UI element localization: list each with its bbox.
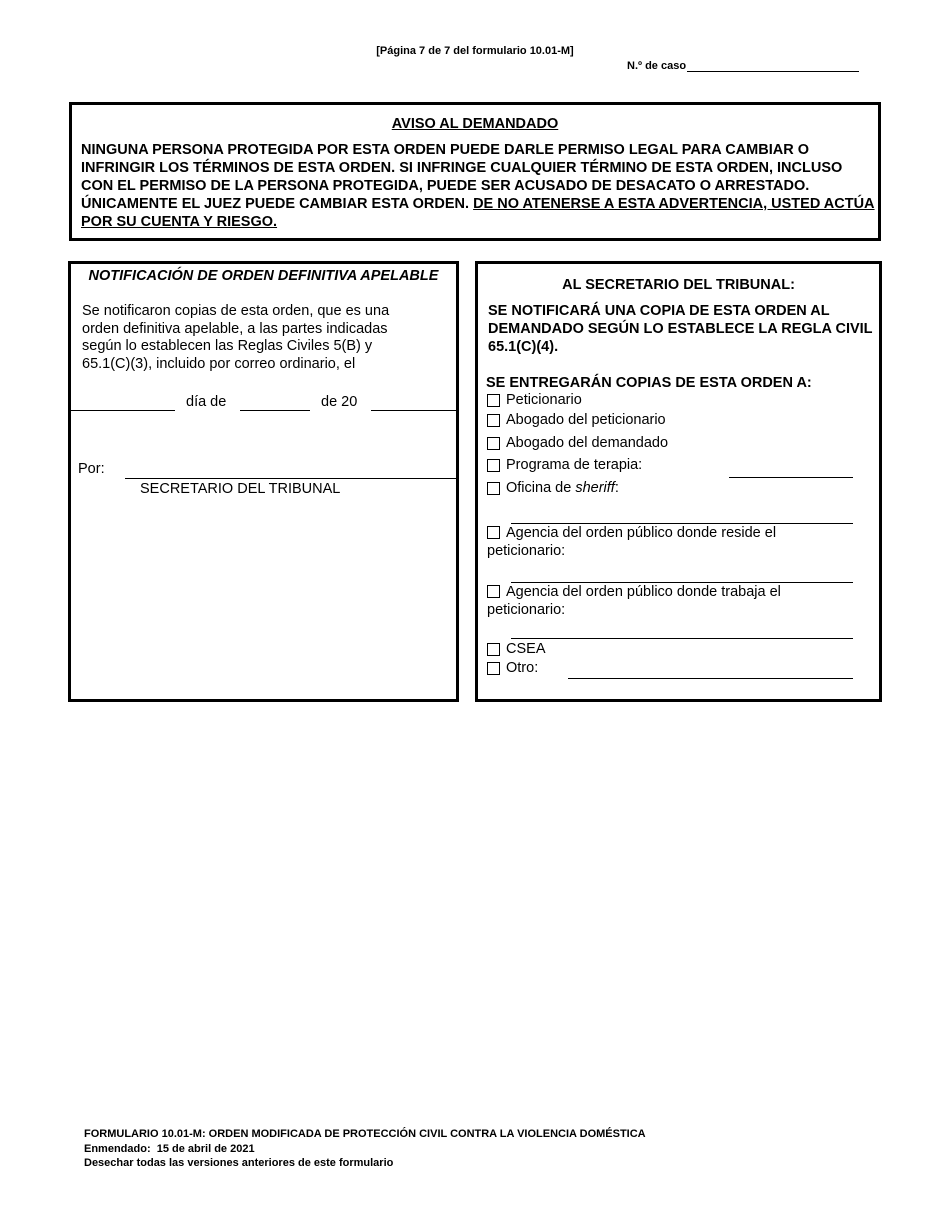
option-sheriff bbox=[487, 480, 619, 496]
option-therapy-program bbox=[487, 457, 642, 473]
other-line[interactable] bbox=[568, 678, 853, 679]
option-police-residence bbox=[487, 524, 847, 560]
petitioner-checkbox[interactable] bbox=[487, 394, 500, 407]
option-petitioner-attorney bbox=[487, 412, 666, 428]
clerk-label: SECRETARIO DEL TRIBUNAL bbox=[140, 481, 341, 497]
police-residence-checkbox[interactable] bbox=[487, 526, 500, 539]
petitioner-attorney-label: Abogado del peticionario bbox=[506, 412, 666, 428]
clerk-instruction: SE NOTIFICARÁ UNA COPIA DE ESTA ORDEN AL DEMANDADO SEGÚN LO ESTABLECE LA REGLA CIVIL 65.1(C)(4). bbox=[488, 303, 873, 355]
service-notice-box bbox=[68, 261, 459, 702]
footer-form-title: FORMULARIO 10.01-M: ORDEN MODIFICADA DE PROTECCIÓN CIVIL CONTRA LA VIOLENCIA DOMÉSTICA bbox=[84, 1128, 646, 1140]
option-other bbox=[487, 660, 538, 676]
page-number-label: [Página 7 de 7 del formulario 10.01-M] bbox=[376, 45, 574, 57]
police-residence-label: Agencia del orden público donde reside el peticionario: bbox=[487, 525, 777, 559]
sheriff-label: Oficina de sheriff: bbox=[506, 480, 619, 496]
notice-warning: DE NO ATENERSE A ESTA ADVERTENCIA, USTED ACTÚA POR SU CUENTA Y RIESGO. bbox=[81, 196, 875, 230]
therapy-program-label: Programa de terapia: bbox=[506, 457, 643, 473]
notice-to-respondent-box bbox=[69, 102, 881, 241]
police-work-line[interactable] bbox=[511, 638, 853, 639]
petitioner-attorney-checkbox[interactable] bbox=[487, 414, 500, 427]
service-notice-text: Se notificaron copias de esta orden, que es una orden definitiva apelable, a las partes indicadas según lo establecen las Reglas Civiles 5(B) y 65.1(C)(3), incluido por correo ordinario, el bbox=[82, 303, 390, 372]
sheriff-checkbox[interactable] bbox=[487, 482, 500, 495]
notice-title: AVISO AL DEMANDADO bbox=[391, 116, 559, 132]
footer-amended: Enmendado: 15 de abril de 2021 bbox=[84, 1142, 255, 1155]
respondent-attorney-checkbox[interactable] bbox=[487, 437, 500, 450]
petitioner-label: Peticionario bbox=[506, 392, 582, 408]
notice-text: NINGUNA PERSONA PROTEGIDA POR ESTA ORDEN PUEDE DARLE PERMISO LEGAL PARA CAMBIAR O INFRINGIR LOS TÉRMINOS DE ESTA ORDEN. SI INFRINGE CUALQUIER TÉRMINO DE ESTA ORDEN, INCLUSO CON EL PERMISO DE LA PERSONA PROTEGIDA, PUEDE SER ACUSADO DE DESACATO O ARRESTADO. ÚNICAMENTE EL JUEZ PUEDE CAMBIAR ESTA ORDEN. bbox=[81, 142, 843, 212]
month-line[interactable] bbox=[240, 410, 310, 411]
option-csea bbox=[487, 641, 546, 657]
police-work-checkbox[interactable] bbox=[487, 585, 500, 598]
signature-line[interactable] bbox=[125, 478, 456, 479]
footer-discard: Desechar todas las versiones anteriores de este formulario bbox=[84, 1157, 394, 1169]
case-number-field bbox=[627, 59, 859, 72]
option-respondent-attorney bbox=[487, 435, 668, 451]
date-line-1[interactable] bbox=[71, 410, 175, 411]
option-police-work bbox=[487, 583, 847, 619]
therapy-program-checkbox[interactable] bbox=[487, 459, 500, 472]
respondent-attorney-label: Abogado del demandado bbox=[506, 435, 669, 451]
year-label: de 20 bbox=[321, 394, 358, 410]
day-label: día de bbox=[186, 394, 227, 410]
notice-body bbox=[81, 141, 876, 231]
csea-label: CSEA bbox=[506, 641, 546, 657]
case-number-input[interactable] bbox=[687, 59, 859, 72]
clerk-section-title: AL SECRETARIO DEL TRIBUNAL: bbox=[562, 277, 795, 293]
service-notice-title: NOTIFICACIÓN DE ORDEN DEFINITIVA APELABLE bbox=[88, 268, 439, 284]
therapy-program-line[interactable] bbox=[729, 477, 853, 478]
year-line[interactable] bbox=[371, 410, 456, 411]
other-label: Otro: bbox=[506, 660, 539, 676]
police-work-label: Agencia del orden público donde trabaja el peticionario: bbox=[487, 584, 781, 618]
by-label: Por: bbox=[78, 461, 105, 477]
case-number-label: N.º de caso bbox=[627, 60, 687, 72]
csea-checkbox[interactable] bbox=[487, 643, 500, 656]
option-petitioner bbox=[487, 392, 582, 408]
form-footer bbox=[84, 1127, 646, 1171]
other-checkbox[interactable] bbox=[487, 662, 500, 675]
clerk-instructions-box bbox=[475, 261, 882, 702]
copies-heading: SE ENTREGARÁN COPIAS DE ESTA ORDEN A: bbox=[486, 375, 812, 391]
